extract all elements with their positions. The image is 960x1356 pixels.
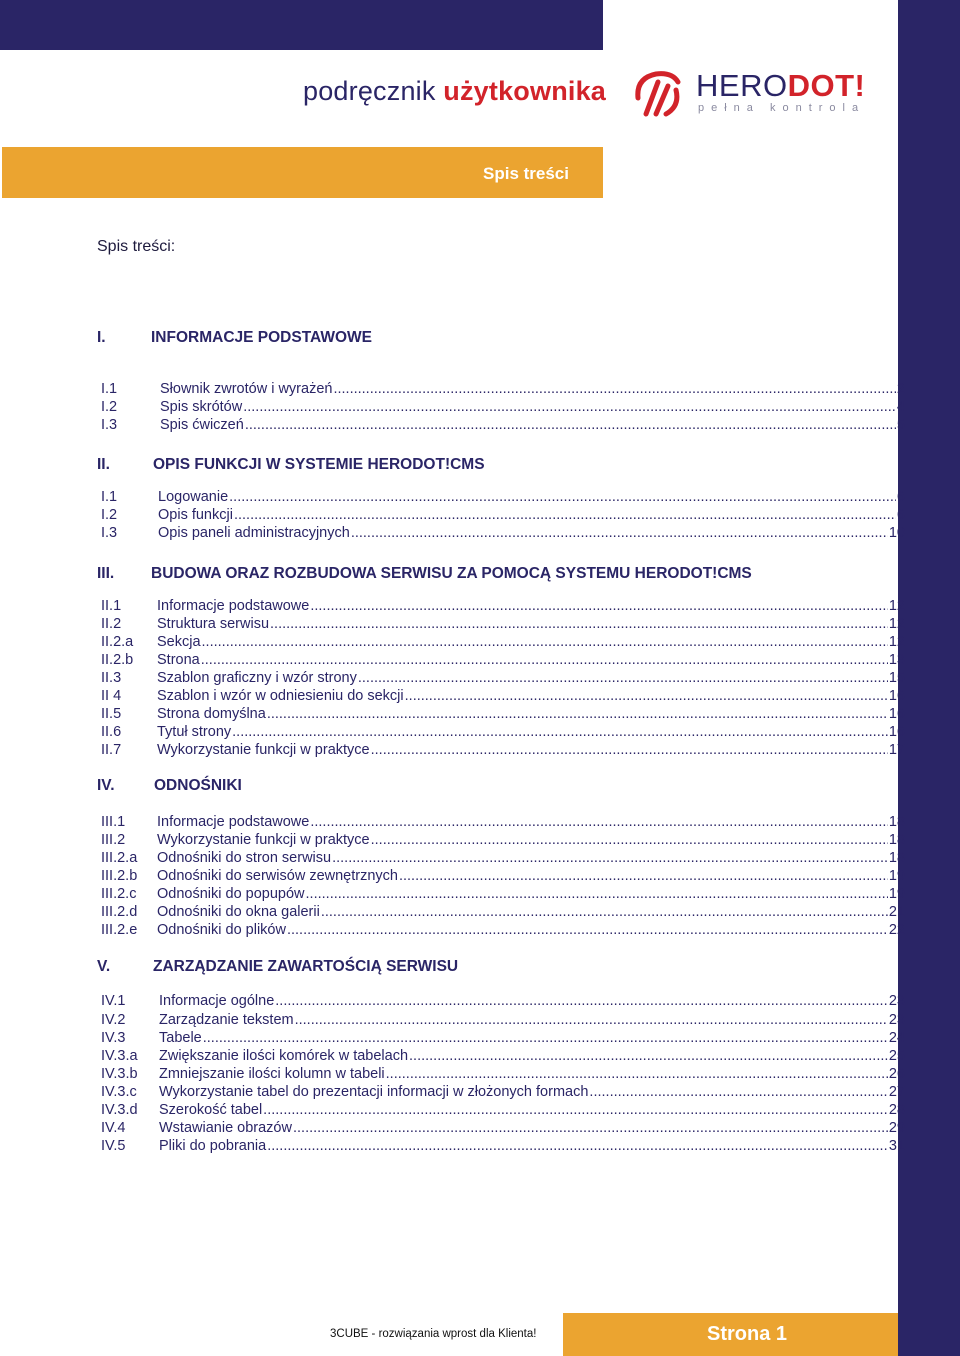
toc-entry-title: Odnośniki do popupów <box>157 886 305 902</box>
toc-entry-page: 6 <box>896 507 905 523</box>
toc-entry-leader <box>306 886 888 902</box>
toc-entry[interactable] <box>101 652 905 670</box>
toc-entry[interactable] <box>101 1138 905 1156</box>
toc-entry-leader <box>295 1012 888 1028</box>
toc-entry-title: Szablon graficzny i wzór strony <box>157 670 357 686</box>
toc-entry-page: 28 <box>888 1102 905 1118</box>
toc-entry-page: 19 <box>888 886 905 902</box>
manual-title-bold: użytkownika <box>443 76 607 106</box>
toc-entry-leader <box>229 489 896 505</box>
toc-entry[interactable] <box>101 904 905 922</box>
toc-entry-title: Logowanie <box>158 489 229 505</box>
toc-entry-title: Opis funkcji <box>158 507 233 523</box>
toc-entry[interactable] <box>101 399 905 417</box>
toc-entry-title: Odnośniki do plików <box>157 922 286 938</box>
toc-entry-leader <box>243 399 896 415</box>
page-number-label: Strona 1 <box>707 1323 788 1345</box>
toc-entry-page: 25 <box>888 1048 905 1064</box>
toc-entry-title: Spis skrótów <box>160 399 243 415</box>
toc-entry-title: Pliki do pobrania <box>159 1138 267 1154</box>
toc-entry-title: Wstawianie obrazów <box>159 1120 292 1136</box>
section-bar <box>2 147 603 198</box>
toc-entry-leader <box>399 868 888 884</box>
toc-entry-page: 12 <box>888 616 905 632</box>
toc-section-heading <box>97 456 877 476</box>
toc-heading: Spis treści: <box>97 238 176 255</box>
toc-entry[interactable] <box>101 507 905 525</box>
toc-entry-title: Tytuł strony <box>157 724 232 740</box>
toc-entry[interactable] <box>101 688 905 706</box>
toc-entry-number: IV.2 <box>101 1012 126 1028</box>
toc-entry[interactable] <box>101 1012 905 1030</box>
toc-entry-title: Zmniejszanie ilości kolumn w tabeli <box>159 1066 385 1082</box>
toc-entry-title: Strona <box>157 652 200 668</box>
toc-entry-number: II.2.b <box>101 652 134 668</box>
toc-entry-number: I.1 <box>101 489 118 505</box>
toc-entry[interactable] <box>101 868 905 886</box>
toc-entry[interactable] <box>101 886 905 904</box>
toc-entry-leader <box>371 742 888 758</box>
toc-entry-number: III.2.a <box>101 850 138 866</box>
toc-entry-number: IV.3.d <box>101 1102 138 1118</box>
toc-section-title[interactable]: INFORMACJE PODSTAWOWE <box>151 329 373 346</box>
toc-entry[interactable] <box>101 993 905 1011</box>
toc-entry-leader <box>202 634 888 650</box>
toc-entry-number: IV.3.b <box>101 1066 138 1082</box>
toc-entry-leader <box>293 1120 888 1136</box>
toc-entry-number: IV.5 <box>101 1138 126 1154</box>
toc-entry-page: 31 <box>888 1138 905 1154</box>
toc-entry-title: Wykorzystanie tabel do prezentacji informacji w złożonych formach <box>159 1084 589 1100</box>
toc-entry-leader <box>310 814 888 830</box>
toc-entry-title: Odnośniki do stron serwisu <box>157 850 332 866</box>
toc-entry-title: Szerokość tabel <box>159 1102 263 1118</box>
toc-entry-page: 10 <box>888 525 905 541</box>
herodot-logo-mark-icon <box>632 70 682 118</box>
toc-entry-number: IV.3 <box>101 1030 126 1046</box>
toc-entry-number: I.3 <box>101 417 118 433</box>
toc-entry-leader <box>351 525 888 541</box>
toc-entry-number: III.2.d <box>101 904 138 920</box>
toc-entry-title: Opis paneli administracyjnych <box>158 525 350 541</box>
toc-entry-leader <box>405 688 888 704</box>
toc-section-title[interactable]: ZARZĄDZANIE ZAWARTOŚCIĄ SERWISU <box>153 958 459 975</box>
toc-entry-leader <box>321 904 888 920</box>
toc-entry-leader <box>310 598 888 614</box>
toc-entry-number: IV.4 <box>101 1120 126 1136</box>
toc-entry-number: II.3 <box>101 670 122 686</box>
footer-page-bar <box>563 1313 898 1356</box>
toc-entry-number: IV.3.a <box>101 1048 138 1064</box>
toc-entry-title: Informacje ogólne <box>159 993 275 1009</box>
toc-section-heading <box>97 777 877 797</box>
toc-entry-title: Odnośniki do serwisów zewnętrznych <box>157 868 398 884</box>
toc-entry-number: II.5 <box>101 706 122 722</box>
right-navy-band <box>898 0 960 1356</box>
toc-entry-leader <box>287 922 888 938</box>
toc-entry[interactable] <box>101 922 905 940</box>
toc-section-number: III. <box>97 565 115 582</box>
toc-entry-page: 23 <box>888 1012 905 1028</box>
toc-entry-number: II 4 <box>101 688 122 704</box>
toc-entry[interactable] <box>101 1084 905 1102</box>
toc-entry-page: 12 <box>888 634 905 650</box>
logo-tagline: pełna kontrola <box>698 102 866 114</box>
toc-entry[interactable] <box>101 489 905 507</box>
toc-entry-page: 4 <box>896 399 905 415</box>
toc-entry-page: 18 <box>888 814 905 830</box>
toc-entry-page: 16 <box>888 688 905 704</box>
toc-entry[interactable] <box>101 1066 905 1084</box>
toc-entry-leader <box>234 507 896 523</box>
toc-entry[interactable] <box>101 598 905 616</box>
toc-section-heading <box>97 958 877 978</box>
toc-entry-leader <box>245 417 896 433</box>
toc-entry-title: Sekcja <box>157 634 201 650</box>
toc-entry-page: 15 <box>888 670 905 686</box>
toc-entry-number: III.1 <box>101 814 126 830</box>
toc-entry-page: 24 <box>888 1030 905 1046</box>
toc-entry[interactable] <box>101 381 905 399</box>
toc-entry-leader <box>270 616 888 632</box>
footer-tagline: 3CUBE - rozwiązania wprost dla Klienta! <box>330 1328 537 1340</box>
toc-entry-title: Struktura serwisu <box>157 616 270 632</box>
toc-entry-leader <box>589 1084 887 1100</box>
herodot-logo <box>632 70 882 118</box>
logo-wordmark-b: DOT! <box>787 68 866 103</box>
toc-entry-leader <box>409 1048 888 1064</box>
toc-entry-number: II.6 <box>101 724 122 740</box>
toc-entry-number: II.7 <box>101 742 122 758</box>
toc-section-title[interactable]: OPIS FUNKCJI W SYSTEMIE HERODOT!CMS <box>153 456 485 473</box>
toc-section-title[interactable]: BUDOWA ORAZ ROZBUDOWA SERWISU ZA POMOCĄ SYSTEMU HERODOT!CMS <box>151 565 752 582</box>
toc-entry-leader <box>371 832 888 848</box>
toc-section-number: V. <box>97 958 111 975</box>
toc-entry[interactable] <box>101 1120 905 1138</box>
toc-entry[interactable] <box>101 417 905 435</box>
toc-section-title[interactable]: ODNOŚNIKI <box>154 777 242 794</box>
toc-entry-title: Zarządzanie tekstem <box>159 1012 294 1028</box>
toc-entry-page: 16 <box>888 724 905 740</box>
toc-entry[interactable] <box>101 1102 905 1120</box>
toc-entry-page: 26 <box>888 1066 905 1082</box>
toc-entry-title: Słownik zwrotów i wyrażeń <box>160 381 333 397</box>
top-navy-band <box>0 0 603 50</box>
toc-entry[interactable] <box>101 616 905 634</box>
toc-entry-title: Szablon i wzór w odniesieniu do sekcji <box>157 688 404 704</box>
toc-entry[interactable] <box>101 1048 905 1066</box>
toc-entry[interactable] <box>101 706 905 724</box>
logo-wordmark-a: HERO <box>696 68 788 103</box>
toc-entry-number: II.1 <box>101 598 122 614</box>
toc-entry-title: Strona domyślna <box>157 706 266 722</box>
manual-title <box>303 76 606 107</box>
toc-section-number: I. <box>97 329 106 346</box>
toc-entry-number: I.2 <box>101 507 118 523</box>
toc-entry[interactable] <box>101 850 905 868</box>
toc-entry-page: 12 <box>888 598 905 614</box>
toc-entry-leader <box>275 993 888 1009</box>
toc-entry-page: 21 <box>888 904 905 920</box>
toc-section-number: IV. <box>97 777 115 794</box>
toc-section-heading <box>97 329 877 349</box>
toc-entry-leader <box>203 1030 888 1046</box>
toc-entry-page: 18 <box>888 850 905 866</box>
toc-entry[interactable] <box>101 814 905 832</box>
toc-entry-title: Informacje podstawowe <box>157 814 310 830</box>
toc-entry-leader <box>332 850 888 866</box>
toc-entry-leader <box>267 706 888 722</box>
toc-entry-page: 13 <box>888 652 905 668</box>
toc-entry-number: I.2 <box>101 399 118 415</box>
toc-entry-number: III.2.b <box>101 868 138 884</box>
toc-entry-title: Tabele <box>159 1030 202 1046</box>
toc-entry-title: Spis ćwiczeń <box>160 417 244 433</box>
toc-entry-page: 2 <box>896 381 905 397</box>
toc-entry-page: 22 <box>888 922 905 938</box>
toc-entry-leader <box>232 724 888 740</box>
toc-entry[interactable] <box>101 525 905 543</box>
toc-entry[interactable] <box>101 1030 905 1048</box>
manual-title-prefix: podręcznik <box>303 76 444 106</box>
toc-section-heading <box>97 565 877 585</box>
toc-entry-number: III.2.e <box>101 922 138 938</box>
toc-entry-number: I.1 <box>101 381 118 397</box>
toc-entry-number: IV.3.c <box>101 1084 137 1100</box>
logo-wordmark <box>696 68 865 104</box>
toc-entry-leader <box>201 652 888 668</box>
toc-entry[interactable] <box>101 832 905 850</box>
toc-entry-leader <box>358 670 888 686</box>
toc-entry-number: I.3 <box>101 525 118 541</box>
toc-entry[interactable] <box>101 670 905 688</box>
toc-entry-page: 16 <box>888 706 905 722</box>
toc-entry-title: Zwiększanie ilości komórek w tabelach <box>159 1048 409 1064</box>
toc-entry-leader <box>267 1138 888 1154</box>
toc-entry[interactable] <box>101 742 905 760</box>
toc-entry-page: 17 <box>888 742 905 758</box>
toc-entry-title: Wykorzystanie funkcji w praktyce <box>157 832 370 848</box>
toc-entry-page: 23 <box>888 993 905 1009</box>
toc-entry[interactable] <box>101 724 905 742</box>
toc-entry-number: III.2.c <box>101 886 137 902</box>
toc-entry-number: IV.1 <box>101 993 126 1009</box>
toc-entry-leader <box>333 381 895 397</box>
toc-entry-number: II.2 <box>101 616 122 632</box>
toc-entry-page: 27 <box>888 1084 905 1100</box>
toc-entry-leader <box>263 1102 888 1118</box>
toc-entry[interactable] <box>101 634 905 652</box>
toc-entry-page: 6 <box>896 489 905 505</box>
toc-section-number: II. <box>97 456 110 473</box>
toc-entry-page: 19 <box>888 868 905 884</box>
toc-entry-title: Wykorzystanie funkcji w praktyce <box>157 742 370 758</box>
toc-entry-number: III.2 <box>101 832 126 848</box>
section-bar-label: Spis treści <box>483 164 569 183</box>
toc-entry-number: II.2.a <box>101 634 134 650</box>
toc-entry-page: 18 <box>888 832 905 848</box>
toc-entry-page: 5 <box>896 417 905 433</box>
toc-entry-title: Odnośniki do okna galerii <box>157 904 320 920</box>
toc-entry-page: 29 <box>888 1120 905 1136</box>
toc-entry-leader <box>386 1066 888 1082</box>
toc-entry-title: Informacje podstawowe <box>157 598 310 614</box>
